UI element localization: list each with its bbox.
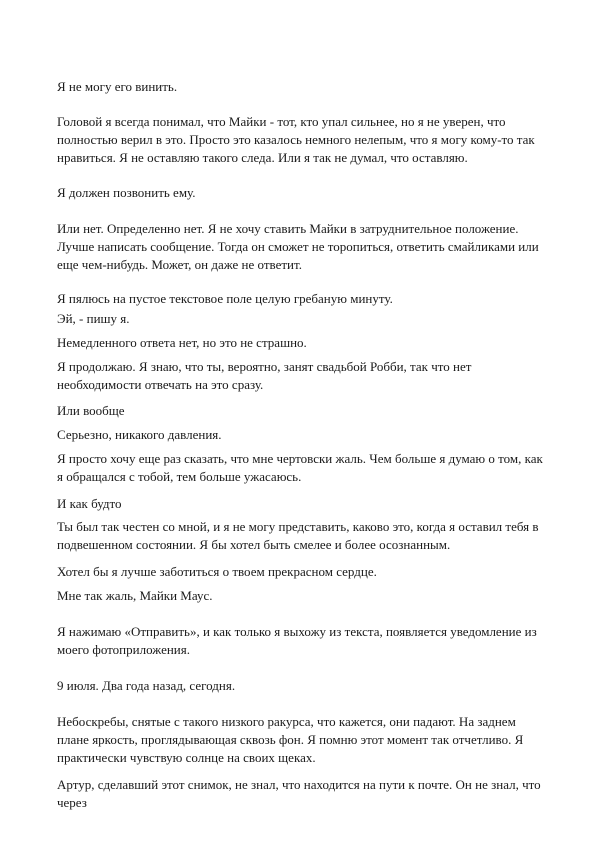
paragraph-18: Небоскребы, снятые с такого низкого ракурса, что кажется, они падают. На заднем плане яркость, проглядывающая сквозь фон. Я помню этот момент так отчетливо. Я практически чувствую солнце на своих щеках. — [57, 714, 524, 765]
paragraph-11: Я просто хочу еще раз сказать, что мне чертовски жаль. Чем больше я думаю о том, как я обращался с тобой, тем больше ужасаюсь. — [57, 451, 543, 484]
paragraph-1: Я не могу его винить. — [57, 79, 178, 94]
paragraph-9: Или вообще — [57, 403, 125, 418]
paragraph-5: Я пялюсь на пустое текстовое поле целую гребаную минуту. — [57, 291, 393, 306]
paragraph-4: Или нет. Определенно нет. Я не хочу ставить Майки в затруднительное положение. Лучше написать сообщение. Тогда он сможет не торопиться, ответить смайликами или еще чем-нибудь. Может, он даже не ответит. — [57, 221, 539, 272]
paragraph-8: Я продолжаю. Я знаю, что ты, вероятно, занят свадьбой Робби, так что нет необходимости отвечать на это сразу. — [57, 359, 472, 392]
paragraph-3: Я должен позвонить ему. — [57, 185, 196, 200]
paragraph-6: Эй, - пишу я. — [57, 311, 130, 326]
paragraph-15: Мне так жаль, Майки Маус. — [57, 588, 213, 603]
paragraph-10: Серьезно, никакого давления. — [57, 427, 222, 442]
paragraph-19: Артур, сделавший этот снимок, не знал, что находится на пути к почте. Он не знал, что через — [57, 777, 541, 810]
paragraph-13: Ты был так честен со мной, и я не могу представить, каково это, когда я оставил тебя в подвешенном состоянии. Я бы хотел быть смелее и более осознанным. — [57, 519, 539, 552]
paragraph-12: И как будто — [57, 496, 122, 511]
paragraph-16: Я нажимаю «Отправить», и как только я выхожу из текста, появляется уведомление из моего фотоприложения. — [57, 624, 537, 657]
paragraph-17: 9 июля. Два года назад, сегодня. — [57, 678, 236, 693]
paragraph-14: Хотел бы я лучше заботиться о твоем прекрасном сердце. — [57, 564, 377, 579]
paragraph-7: Немедленного ответа нет, но это не страшно. — [57, 335, 307, 350]
paragraph-2: Головой я всегда понимал, что Майки - тот, кто упал сильнее, но я не уверен, что полностью верил в это. Просто это казалось немного нелепым, что я могу кому-то так нравиться. Я не оставляю такого следа. Или я так не думал, что оставляю. — [57, 114, 535, 165]
